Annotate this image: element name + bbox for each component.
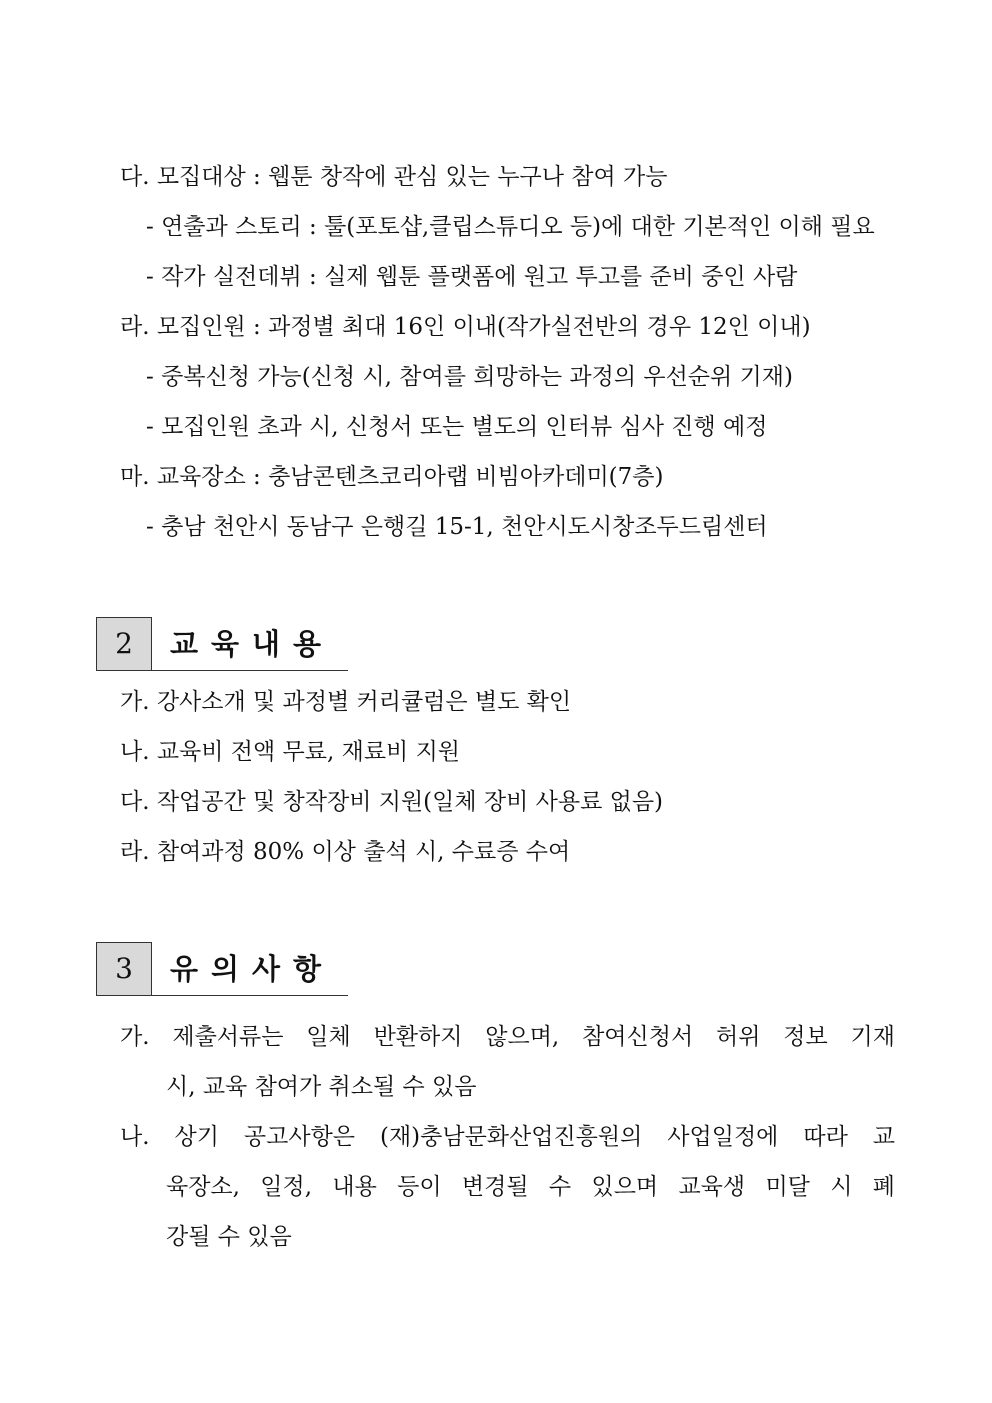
- section-2-number-box: 2: [96, 617, 152, 671]
- content-item-workspace: 다. 작업공간 및 창작장비 지원(일체 장비 사용료 없음): [120, 789, 664, 815]
- section-3-title: 유의사항: [170, 952, 335, 986]
- section-3-underline: [96, 995, 348, 996]
- content-item-instructor: 가. 강사소개 및 과정별 커리큘럼은 별도 확인: [120, 689, 572, 715]
- recruit-count-sub-duplicate: - 중복신청 가능(신청 시, 참여를 희망하는 과정의 우선순위 기재): [146, 364, 793, 390]
- recruit-count-item: 라. 모집인원 : 과정별 최대 16인 이내(작가실전반의 경우 12인 이내): [120, 314, 811, 340]
- venue-sub-address: - 충남 천안시 동남구 은행길 15-1, 천안시도시창조두드림센터: [146, 514, 768, 540]
- section-2-underline: [96, 670, 348, 671]
- notice-item-schedule-line1: 나. 상기 공고사항은 (재)충남문화산업진흥원의 사업일정에 따라 교: [120, 1124, 895, 1150]
- notice-item-schedule-line2: 육장소, 일정, 내용 등이 변경될 수 있으며 교육생 미달 시 폐: [166, 1174, 895, 1200]
- recruit-target-sub-directing-story: - 연출과 스토리 : 툴(포토샵,클립스튜디오 등)에 대한 기본적인 이해 필요: [146, 214, 875, 240]
- content-item-certificate: 라. 참여과정 80% 이상 출석 시, 수료증 수여: [120, 839, 571, 865]
- section-2-title: 교육내용: [170, 627, 335, 661]
- content-item-fee: 나. 교육비 전액 무료, 재료비 지원: [120, 739, 461, 765]
- notice-item-documents-line2: 시, 교육 참여가 취소될 수 있음: [166, 1074, 477, 1100]
- notice-item-documents-line1: 가. 제출서류는 일체 반환하지 않으며, 참여신청서 허위 정보 기재: [120, 1024, 895, 1050]
- notice-item-schedule-line3: 강될 수 있음: [166, 1224, 292, 1250]
- recruit-target-item: 다. 모집대상 : 웹툰 창작에 관심 있는 누구나 참여 가능: [120, 164, 668, 190]
- section-3-number-box: 3: [96, 942, 152, 996]
- venue-item: 마. 교육장소 : 충남콘텐츠코리아랩 비빔아카데미(7층): [120, 464, 664, 490]
- recruit-target-sub-debut: - 작가 실전데뷔 : 실제 웹툰 플랫폼에 원고 투고를 준비 중인 사람: [146, 264, 798, 290]
- recruit-count-sub-interview: - 모집인원 초과 시, 신청서 또는 별도의 인터뷰 심사 진행 예정: [146, 414, 768, 440]
